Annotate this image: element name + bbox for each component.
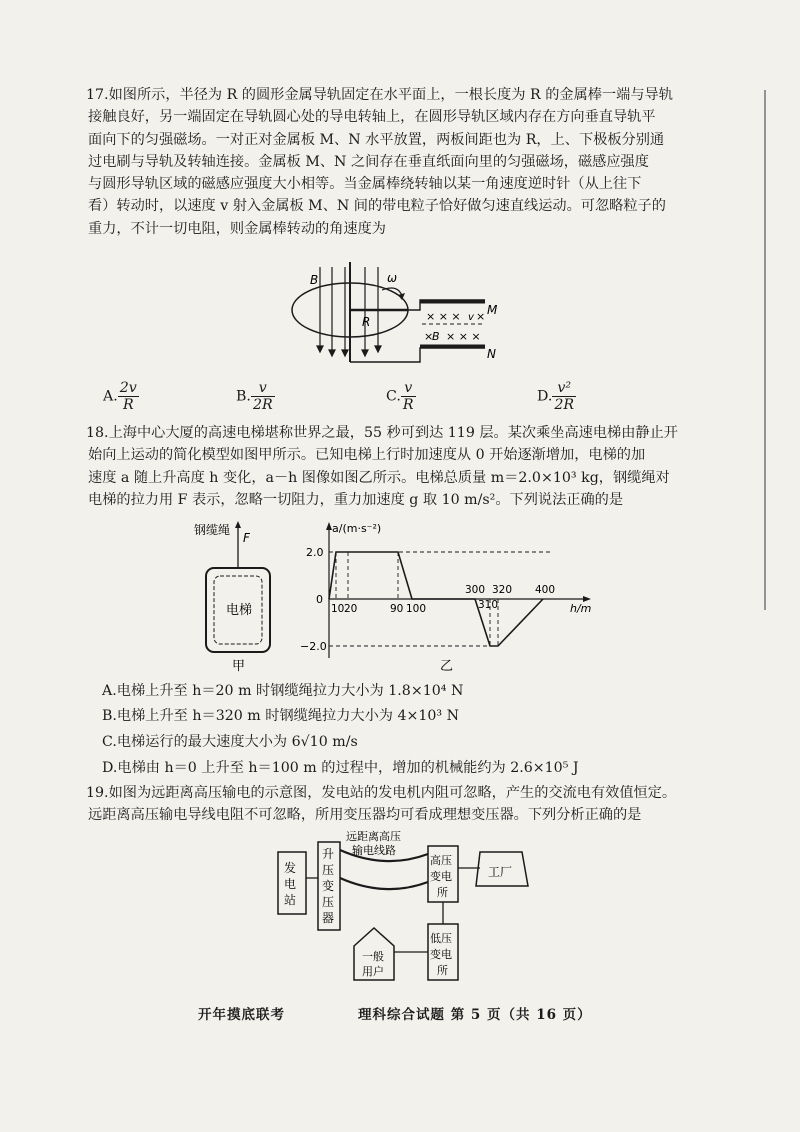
- footer-right: 理科综合试题 第 5 页（共 16 页）: [358, 1007, 592, 1023]
- step-up-char: 器: [322, 911, 335, 925]
- y-axis-label: a/(m·s⁻²): [332, 522, 382, 535]
- cross-row-2b: × × ×: [446, 330, 481, 343]
- page-edge-line: [764, 90, 766, 610]
- q17-figure: [290, 262, 520, 372]
- y-tick-neg2: −2.0: [300, 640, 327, 653]
- factory-label: 工厂: [488, 865, 513, 879]
- q17-option-a[interactable]: A. $\frac{2v}{R}$: [103, 380, 137, 413]
- cross-row-1b: ×: [476, 310, 486, 323]
- question-18: [88, 422, 760, 511]
- step-up-char: 压: [322, 895, 335, 909]
- q17-line: 面向下的匀强磁场。一对正对金属板 M、N 水平放置，两板间距也为 R，上、下极板分别通: [88, 131, 665, 148]
- q17-line: 17.如图所示，半径为 R 的圆形金属导轨固定在水平面上，一根长度为 R 的金属棒一端与导轨: [86, 87, 673, 103]
- x-tick-label: 10: [331, 603, 345, 615]
- step-up-char: 变: [322, 879, 335, 893]
- label-omega: ω: [387, 271, 398, 285]
- question-19: [88, 782, 760, 827]
- x-tick-label: 90: [390, 603, 404, 615]
- y-tick-2: 2.0: [306, 546, 324, 559]
- q17-option-b[interactable]: B. $\frac{v}{2R}$: [236, 380, 273, 413]
- transmission-line-bottom: [340, 878, 428, 889]
- label-M: M: [487, 303, 498, 317]
- power-transmission-diagram: [270, 828, 550, 993]
- q17-option-d[interactable]: D. $\frac{\text{v²}}{2R}$: [537, 380, 575, 413]
- q19-line: 远距离高压输电导线电阻不可忽略，所用变压器均可看成理想变压器。下列分析正确的是: [88, 807, 642, 824]
- q18-option-d[interactable]: D.电梯由 h＝0 上升至 h＝100 m 的过程中，增加的机械能约为 2.6×10⁵ J: [102, 760, 579, 776]
- users-char: 一般: [362, 950, 384, 963]
- label-B: B: [310, 273, 319, 287]
- q18-fig-jia: [190, 520, 290, 675]
- x-tick-label: 100: [406, 603, 427, 615]
- label-cable: 钢缆绳: [194, 523, 231, 537]
- caption-yi: 乙: [440, 659, 454, 674]
- lv-char: 所: [437, 964, 448, 977]
- q17-line: 过电刷与导轨及转轴连接。金属板 M、N 之间存在垂直纸面向里的匀强磁场，磁感应强度: [88, 153, 649, 170]
- q17-line: 看）转动时，以速度 v 射入金属板 M、N 间的带电粒子恰好做匀速直线运动。可忽略粒子的: [88, 198, 666, 215]
- q18-line: 18.上海中心大厦的高速电梯堪称世界之最，55 秒可到达 119 层。某次乘坐高速电梯由静止开: [86, 425, 678, 441]
- q17-option-c[interactable]: C. $\frac{v}{R}$: [386, 380, 414, 413]
- q18-option-c[interactable]: C.电梯运行的最大速度大小为 6√10 m/s: [102, 734, 358, 750]
- label-B2: B: [432, 330, 440, 343]
- x-tick-label: 320: [492, 584, 513, 596]
- force-arrow: [235, 521, 241, 528]
- label-v: v: [468, 312, 474, 323]
- label-F: F: [243, 531, 250, 545]
- footer-left: 开年摸底联考: [198, 1007, 285, 1023]
- label-N: N: [487, 347, 496, 361]
- y-tick-0: 0: [316, 593, 323, 606]
- x-tick-label: 400: [535, 584, 556, 596]
- hv-char: 变电: [430, 870, 452, 883]
- x-tick-label: 20: [344, 603, 358, 615]
- line-label-1: 远距离高压: [346, 830, 401, 843]
- caption-jia: 甲: [232, 659, 246, 674]
- station-char: 发: [284, 861, 297, 875]
- q17-line: 接触良好，另一端固定在导轨圆心处的导电转轴上，在圆形导轨区域内存在方向垂直导轨平: [88, 109, 656, 126]
- x-tick-label: 310: [478, 599, 499, 611]
- users-char: 用户: [362, 965, 384, 978]
- q18-line: 速度 a 随上升高度 h 变化，a－h 图像如图乙所示。电梯总质量 m＝2.0×10³ kg，钢缆绳对: [88, 469, 670, 486]
- x-axis-label: h/m: [570, 602, 592, 615]
- x-tick-label: 300: [465, 584, 486, 596]
- step-up-char: 升: [322, 847, 335, 861]
- q17-line: 重力，不计一切电阻，则金属棒转动的角速度为: [88, 220, 386, 237]
- a-h-chart: [300, 520, 600, 675]
- label-R: R: [362, 315, 371, 329]
- q17-line: 与圆形导轨区域的磁感应强度大小相等。当金属棒绕转轴以某一角速度逆时针（从上往下: [88, 176, 642, 193]
- cross-row-1: × × ×: [426, 310, 461, 323]
- q18-option-a[interactable]: A.电梯上升至 h＝20 m 时钢缆绳拉力大小为 1.8×10⁴ N: [102, 683, 464, 699]
- label-elevator: 电梯: [226, 603, 253, 618]
- q18-option-b[interactable]: B.电梯上升至 h＝320 m 时钢缆绳拉力大小为 4×10³ N: [102, 708, 460, 724]
- lv-char: 变电: [430, 948, 452, 961]
- hv-char: 所: [437, 886, 448, 899]
- station-char: 电: [284, 877, 297, 891]
- q19-line: 19.如图为远距离高压输电的示意图，发电站的发电机内阻可忽略，产生的交流电有效值恒定。: [86, 785, 677, 801]
- line-label-2: 输电线路: [352, 844, 396, 857]
- step-up-char: 压: [322, 863, 335, 877]
- hv-char: 高压: [430, 854, 452, 867]
- question-17: [88, 84, 760, 240]
- lv-char: 低压: [430, 932, 452, 945]
- q18-line: 电梯的拉力用 F 表示，忽略一切阻力，重力加速度 g 取 10 m/s²。下列说法正确的是: [88, 491, 624, 508]
- station-char: 站: [284, 893, 297, 907]
- cross-row-2a: ×: [424, 330, 434, 343]
- q18-line: 始向上运动的简化模型如图甲所示。已知电梯上行时加速度从 0 开始逐渐增加，电梯的加: [88, 447, 646, 464]
- wire-bottom: [350, 348, 485, 362]
